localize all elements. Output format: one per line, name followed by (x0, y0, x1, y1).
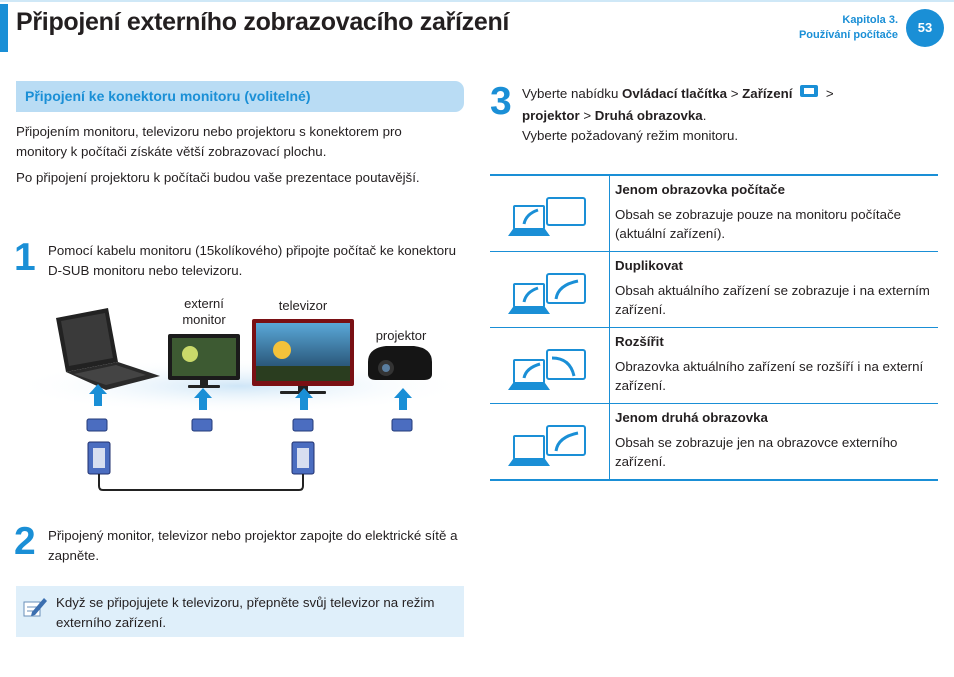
second-screen-only-icon (490, 404, 610, 479)
top-rule (0, 0, 954, 2)
tv-icon (252, 319, 354, 394)
note-pencil-icon (22, 594, 48, 620)
chapter-number: Kapitola 3. (842, 14, 898, 26)
page-title: Připojení externího zobrazovacího zařízení (16, 8, 510, 36)
mode-row-duplicate (490, 252, 938, 328)
mode-title: Jenom druhá obrazovka (615, 410, 768, 425)
label-tv: televizor (278, 298, 328, 313)
mode-row-extend (490, 328, 938, 404)
mode-title: Jenom obrazovka počítače (615, 182, 785, 197)
menu-devices: Zařízení (742, 86, 793, 101)
menu-charms: Ovládací tlačítka (622, 86, 728, 101)
title-accent-bar (0, 4, 8, 52)
duplicate-icon (490, 252, 610, 327)
step-3-number: 3 (490, 80, 512, 123)
step-1-number: 1 (14, 236, 36, 279)
chapter-name: Používání počítače (798, 29, 898, 41)
mode-description: Obsah se zobrazuje jen na obrazovce externího zařízení. (615, 435, 898, 469)
vga-plugs (88, 442, 314, 474)
page-number-badge: 53 (906, 9, 944, 47)
mode-title: Duplikovat (615, 258, 683, 273)
section-heading-bar (16, 81, 464, 112)
vga-cable (99, 474, 303, 490)
mode-description: Obsah aktuálního zařízení se zobrazuje i na externím zařízení. (615, 283, 930, 317)
devices-icon (798, 84, 820, 100)
mode-description: Obsah se zobrazuje pouze na monitoru počítače (aktuální zařízení). (615, 207, 902, 241)
chapter-label (799, 13, 898, 43)
connection-diagram (14, 288, 464, 494)
vga-ports (87, 419, 412, 431)
section-heading: Připojení ke konektoru monitoru (volitelné) (25, 88, 311, 104)
mode-row-pc-only (490, 174, 938, 252)
mode-row-second-only (490, 404, 938, 481)
intro-paragraph-2: Po připojení projektoru k počítači budou vaše prezentace poutavější. (16, 170, 420, 185)
display-mode-table (490, 174, 938, 481)
extend-icon (490, 328, 610, 403)
step-3-text: Vyberte nabídku Ovládací tlačítka > Zařízení > projektor > Druhá obrazovka. Vyberte požadovaný režim monitoru. (522, 86, 834, 143)
step-2-text: Připojený monitor, televizor nebo projektor zapojte do elektrické sítě a zapněte. (48, 528, 458, 563)
mode-title: Rozšířit (615, 334, 664, 349)
intro-paragraph-1: Připojením monitoru, televizoru nebo projektoru s konektorem pro monitory k počítači získáte větší zobrazovací plochu. (16, 124, 402, 159)
step-1-text: Pomocí kabelu monitoru (15kolíkového) připojte počítač ke konektoru D-SUB monitoru nebo televizoru. (48, 243, 456, 278)
label-external-monitor: externí monitor (182, 296, 226, 327)
menu-projector: projektor (522, 108, 580, 123)
note-box (16, 586, 464, 637)
step-2-number: 2 (14, 520, 36, 563)
projector-icon (368, 346, 432, 380)
note-text: Když se připojujete k televizoru, přepněte svůj televizor na režim externího zařízení. (56, 595, 435, 630)
menu-second-screen: Druhá obrazovka (594, 108, 703, 123)
pc-screen-only-icon (490, 176, 610, 251)
mode-description: Obrazovka aktuálního zařízení se rozšíří i na externí zařízení. (615, 359, 924, 393)
external-monitor-icon (168, 334, 240, 388)
label-projector: projektor (375, 328, 427, 343)
